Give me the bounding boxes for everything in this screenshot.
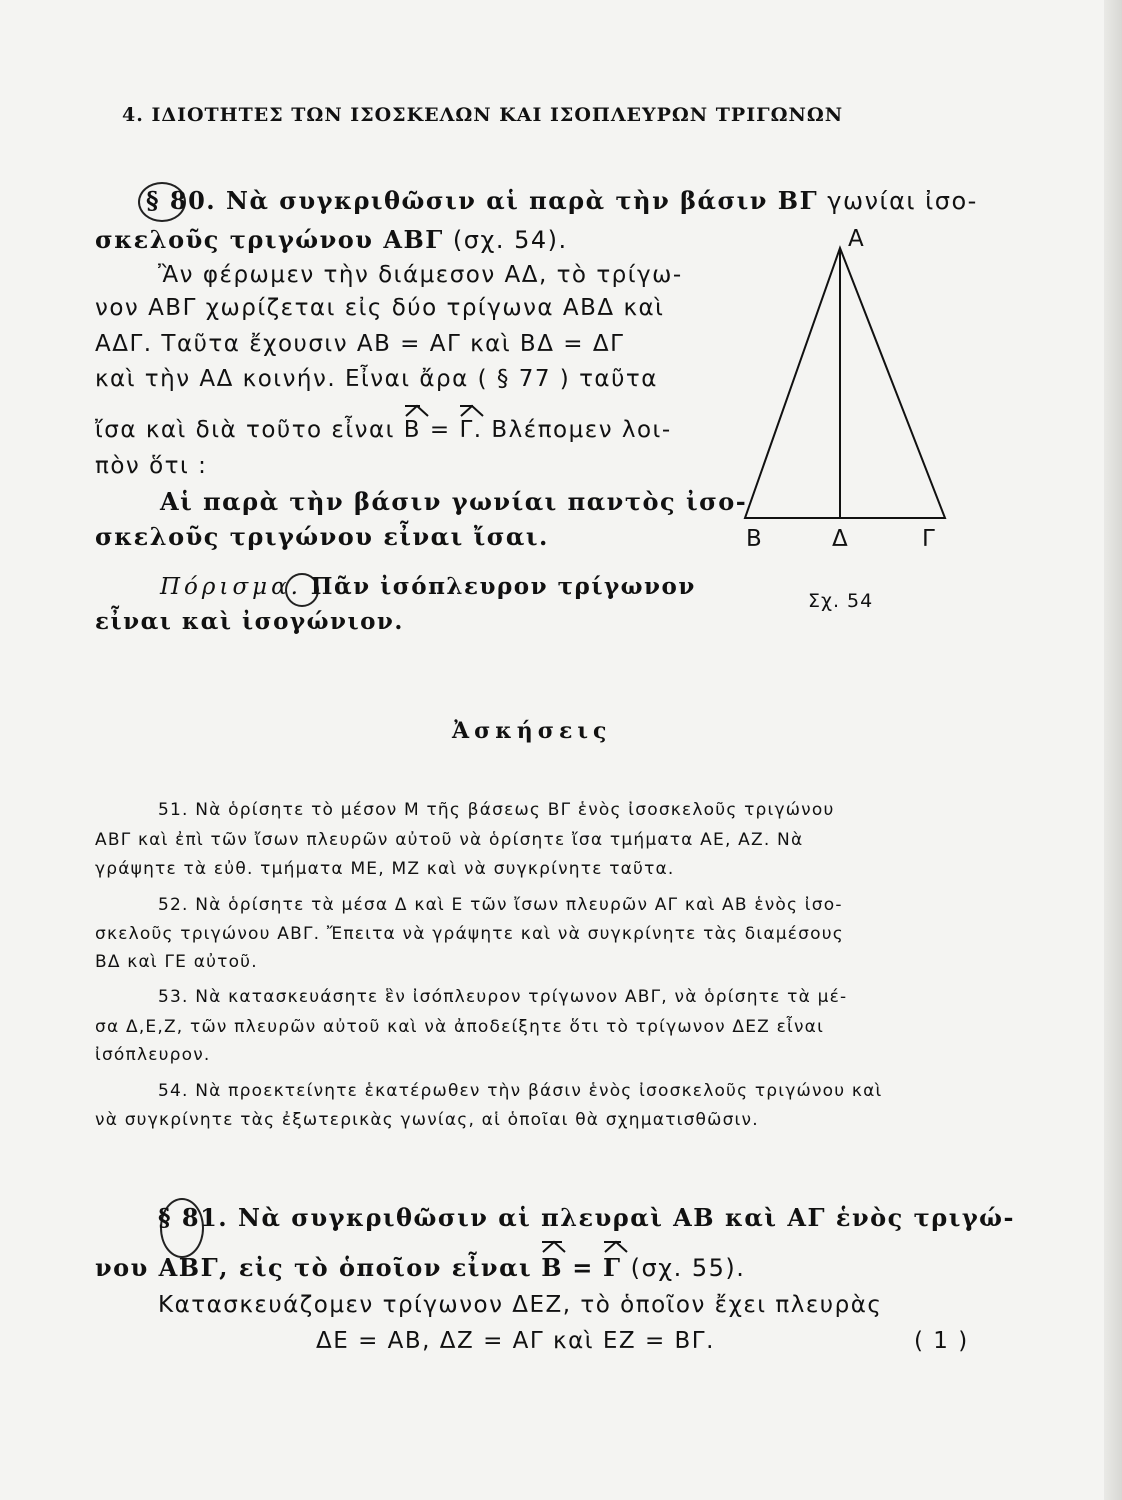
figure-label-a: Α xyxy=(848,226,864,252)
corollary-line1 xyxy=(160,573,696,600)
exercise-51-line2: ΑΒΓ καὶ ἐπὶ τῶν ἴσων πλευρῶν αὐτοῦ νὰ ὁρίσητε ἴσα τμήματα ΑΕ, ΑΖ. Νὰ xyxy=(95,830,804,850)
figure-caption: Σχ. 54 xyxy=(808,590,874,612)
s80-title-line1 xyxy=(146,186,978,215)
angle-hat-icon xyxy=(404,403,430,417)
s80-para-line6: πὸν ὅτι : xyxy=(95,453,208,479)
figure-label-b: Β xyxy=(746,526,762,552)
corollary-text: Πᾶν ἰσόπλευρον τρίγωνον xyxy=(310,573,696,600)
angle-b-letter: Β xyxy=(541,1253,564,1282)
exercise-52-line1: 52. Νὰ ὁρίσητε τὰ μέσα Δ καὶ Ε τῶν ἴσων πλευρῶν ΑΓ καὶ ΑΒ ἑνὸς ἰσο- xyxy=(158,895,843,915)
figure-54-triangle xyxy=(735,230,965,560)
exercise-52-line2: σκελοῦς τριγώνου ΑΒΓ. Ἔπειτα νὰ γράψητε καὶ νὰ συγκρίνητε τὰς διαμέσους xyxy=(95,924,844,944)
s80-para-line4: καὶ τὴν ΑΔ κοινήν. Εἶναι ἄρα ( § 77 ) ταῦτα xyxy=(95,366,658,392)
s81-title2-ref: (σχ. 55). xyxy=(630,1254,746,1282)
angle-hat-icon xyxy=(541,1239,567,1253)
s80-title2-bold: σκελοῦς τριγώνου ΑΒΓ xyxy=(95,225,444,254)
s80-para-line1: Ἂν φέρωμεν τὴν διάμεσον ΑΔ, τὸ τρίγω- xyxy=(158,262,683,288)
s81-title-line1: § 81. Νὰ συγκριθῶσιν αἱ πλευραὶ ΑΒ καὶ ΑΓ ἑνὸς τριγώ- xyxy=(158,1203,1015,1232)
equation-number: ( 1 ) xyxy=(914,1328,969,1354)
s80-para5-text: ἴσα καὶ διὰ τοῦτο εἶναι xyxy=(95,417,395,443)
angle-hat-icon xyxy=(603,1239,629,1253)
equals-sign: = xyxy=(429,417,451,443)
angle-g-letter: Γ xyxy=(459,417,474,443)
s81-equation: ΔΕ = ΑΒ, ΔΖ = ΑΓ καὶ ΕΖ = ΒΓ. xyxy=(316,1328,715,1354)
angle-g-letter: Γ xyxy=(602,1253,622,1282)
s81-para-line1: Κατασκευάζομεν τρίγωνον ΔΕΖ, τὸ ὁποῖον ἔχει πλευρὰς xyxy=(158,1292,883,1318)
exercise-53-line1: 53. Νὰ κατασκευάσητε ἓν ἰσόπλευρον τρίγωνον ΑΒΓ, νὰ ὁρίσητε τὰ μέ- xyxy=(158,987,848,1007)
figure-label-d: Δ xyxy=(832,526,848,552)
angle-g-symbol xyxy=(603,1253,622,1282)
s80-title-bold: § 80. Νὰ συγκριθῶσιν αἱ παρὰ τὴν βάσιν ΒΓ xyxy=(146,186,819,215)
exercise-52-line3: ΒΔ καὶ ΓΕ αὐτοῦ. xyxy=(95,952,258,972)
angle-b-symbol xyxy=(404,417,421,443)
section-heading: 4. ΙΔΙΟΤΗΤΕΣ ΤΩΝ ΙΣΟΣΚΕΛΩΝ ΚΑΙ ΙΣΟΠΛΕΥΡΩΝ ΤΡΙΓΩΝΩΝ xyxy=(122,104,844,126)
s80-para-line3: ΑΔΓ. Ταῦτα ἔχουσιν ΑΒ = ΑΓ καὶ ΒΔ = ΔΓ xyxy=(95,331,625,357)
theorem-line1: Αἱ παρὰ τὴν βάσιν γωνίαι παντὸς ἰσο- xyxy=(160,487,748,516)
s81-title-line2 xyxy=(95,1253,745,1282)
angle-b-letter: Β xyxy=(403,417,422,443)
triangle-abg xyxy=(745,248,945,518)
s80-para5-end: . Βλέπομεν λοι- xyxy=(473,417,672,443)
s80-title-rest: γωνίαι ἰσο- xyxy=(827,187,978,215)
s80-para-line2: νον ΑΒΓ χωρίζεται εἰς δύο τρίγωνα ΑΒΔ καὶ xyxy=(95,295,665,321)
s80-title-line2 xyxy=(95,225,568,254)
angle-b-symbol xyxy=(541,1253,563,1282)
angle-g-symbol xyxy=(459,417,473,443)
exercise-53-line3: ἰσόπλευρον. xyxy=(95,1045,211,1065)
exercise-54-line1: 54. Νὰ προεκτείνητε ἑκατέρωθεν τὴν βάσιν ἑνὸς ἰσοσκελοῦς τριγώνου καὶ xyxy=(158,1081,883,1101)
angle-hat-icon xyxy=(459,403,485,417)
equals-sign: = xyxy=(572,1253,594,1282)
figure-label-g: Γ xyxy=(922,526,935,552)
exercise-53-line2: σα Δ,Ε,Ζ, τῶν πλευρῶν αὐτοῦ καὶ νὰ ἀποδείξητε ὅτι τὸ τρίγωνον ΔΕΖ εἶναι xyxy=(95,1017,825,1037)
exercise-51-line3: γράψητε τὰ εὐθ. τμήματα ΜΕ, ΜΖ καὶ νὰ συγκρίνητε ταῦτα. xyxy=(95,859,675,879)
exercise-51-line1: 51. Νὰ ὁρίσητε τὸ μέσον Μ τῆς βάσεως ΒΓ ἑνὸς ἰσοσκελοῦς τριγώνου xyxy=(158,800,835,820)
page-edge xyxy=(1104,0,1122,1500)
corollary-line2: εἶναι καὶ ἰσογώνιον. xyxy=(95,608,404,635)
exercises-title: Ἀσκήσεις xyxy=(452,718,612,744)
s80-para-line5 xyxy=(95,417,672,443)
s80-title2-rest: (σχ. 54). xyxy=(452,226,568,254)
exercise-54-line2: νὰ συγκρίνητε τὰς ἐξωτερικὰς γωνίας, αἱ ὁποῖαι θὰ σχηματισθῶσιν. xyxy=(95,1110,759,1130)
theorem-line2: σκελοῦς τριγώνου εἶναι ἴσαι. xyxy=(95,522,549,551)
s81-title2-text: νου ΑΒΓ, εἰς τὸ ὁποῖον εἶναι xyxy=(95,1253,533,1282)
corollary-label: Πόρισμα. xyxy=(160,574,302,600)
